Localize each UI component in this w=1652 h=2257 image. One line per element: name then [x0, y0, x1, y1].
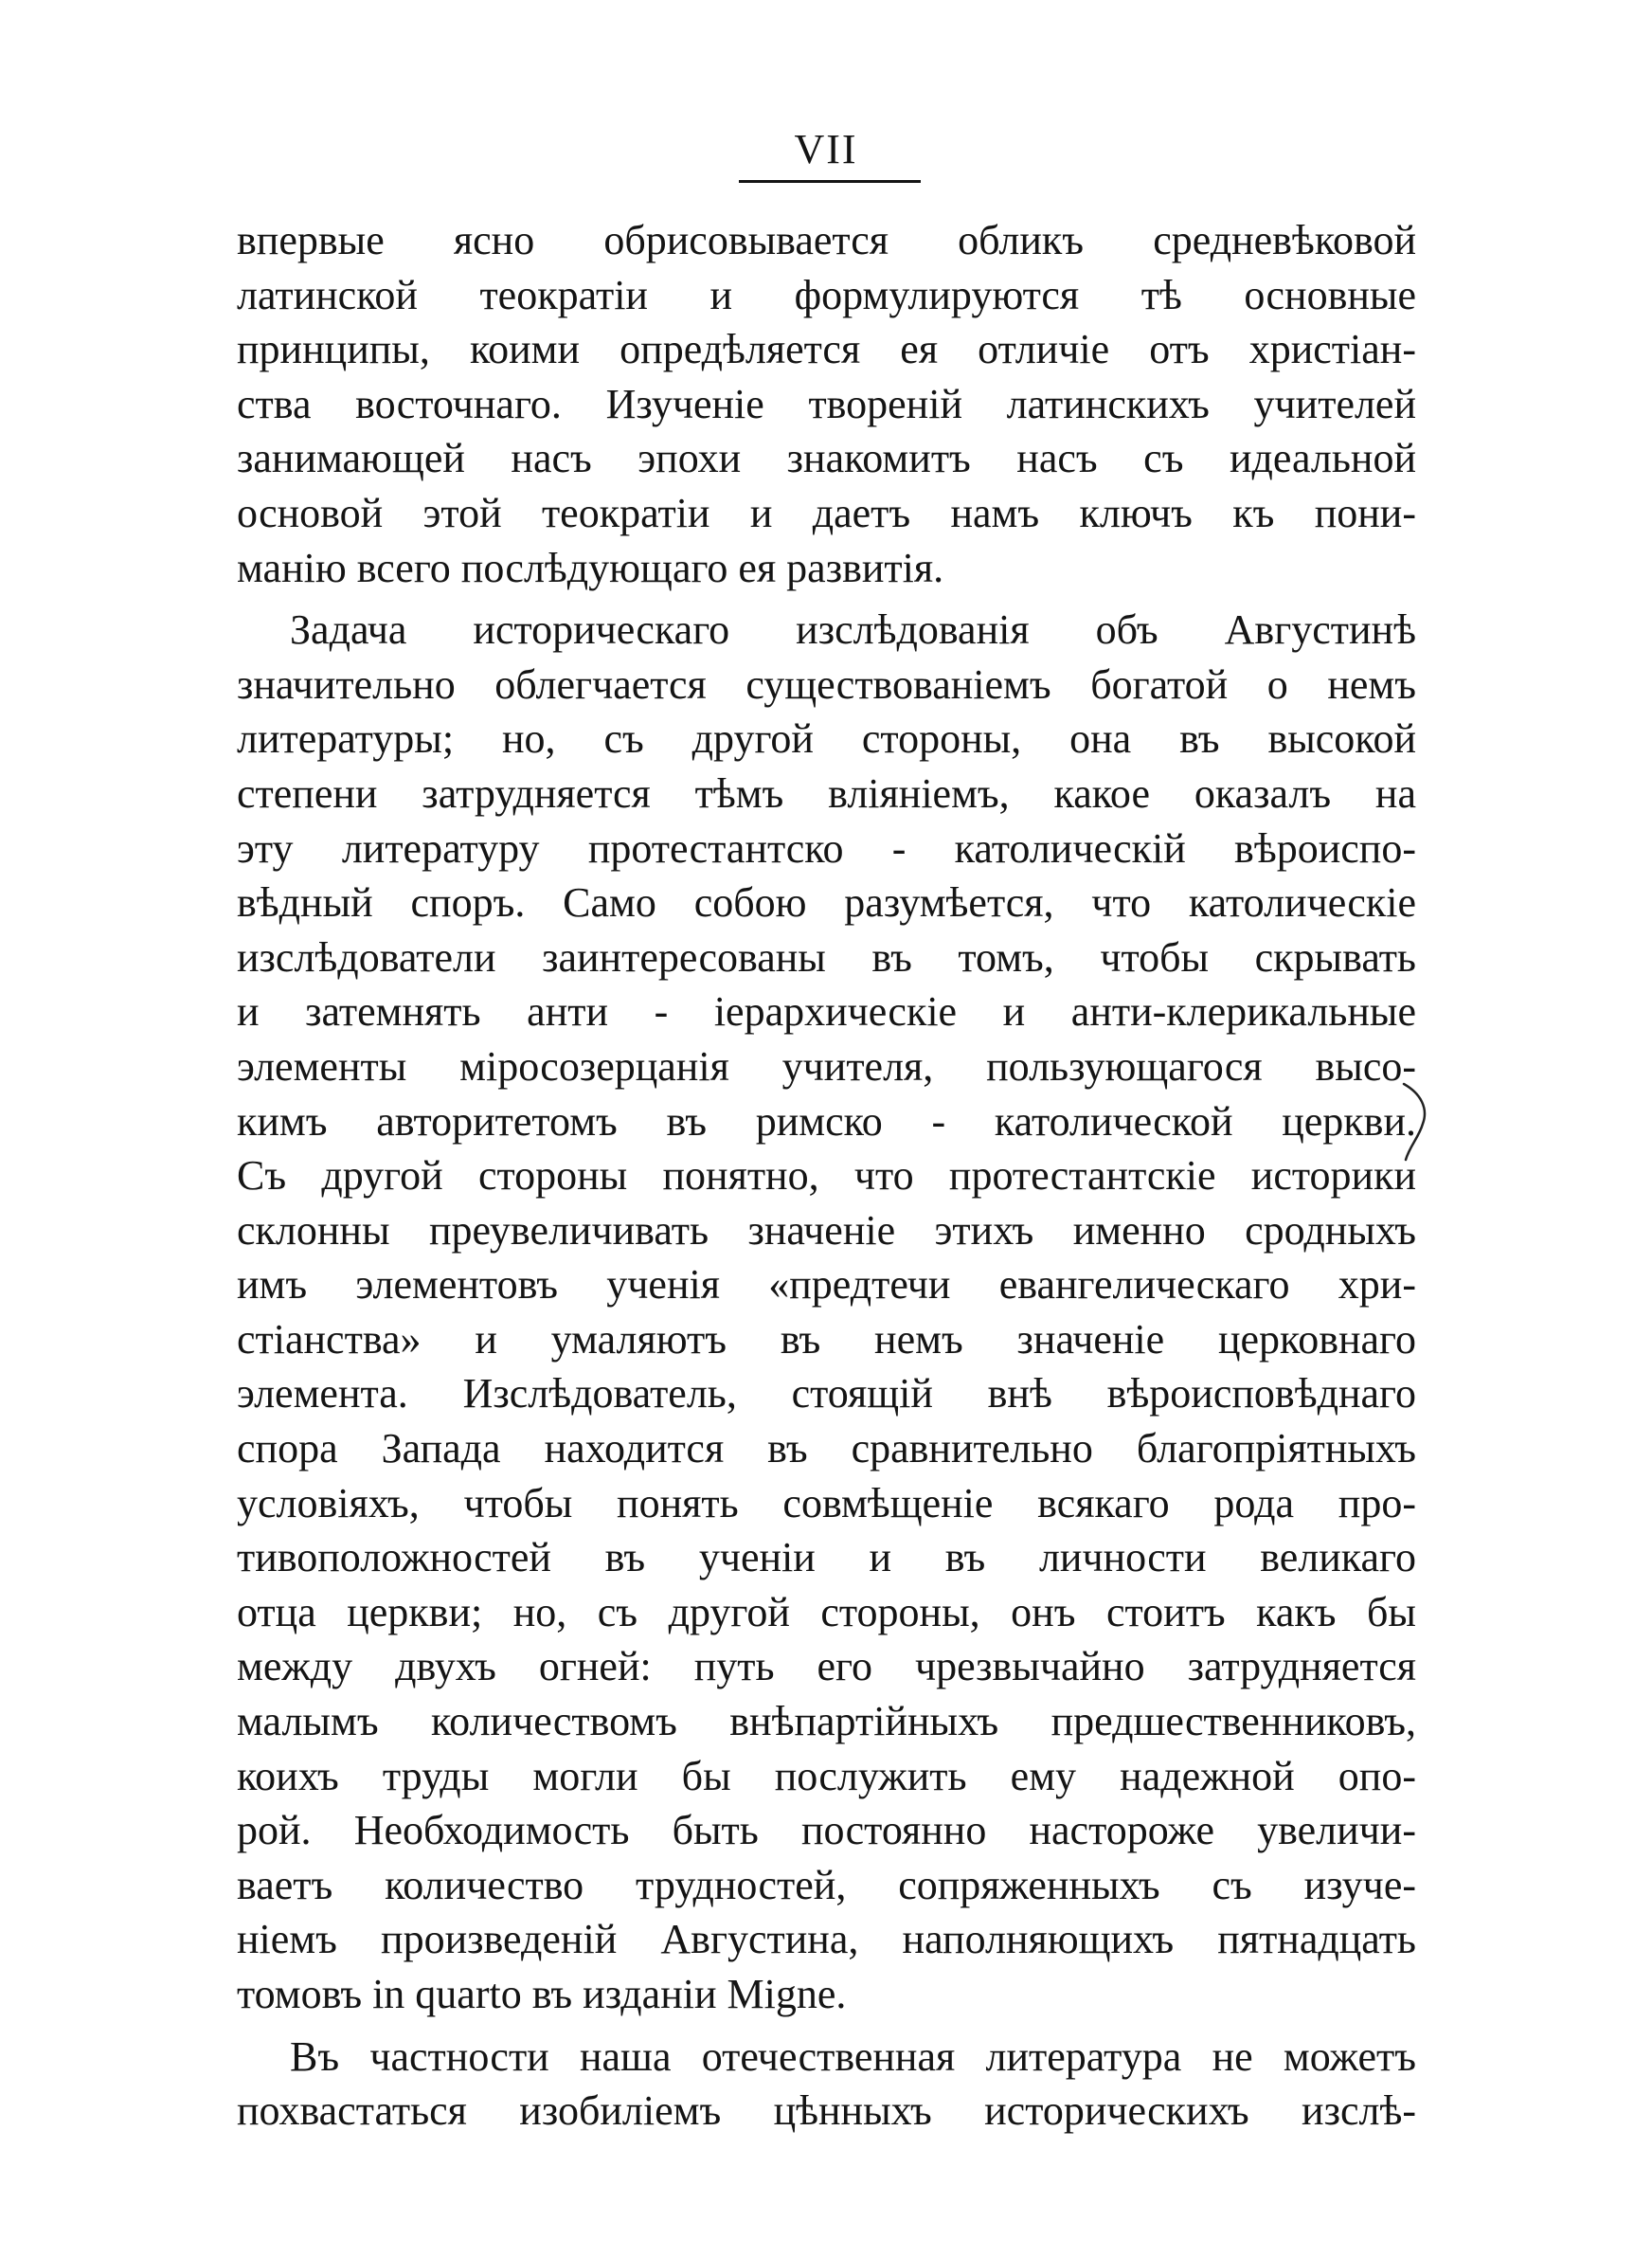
- text-line: ства восточнаго. Изученіе твореній латинскихъ учителей: [237, 380, 1416, 427]
- pencil-bracket-mark-icon: [1400, 1080, 1438, 1165]
- text-line: и затемнять анти - іерархическіе и анти-клерикальные: [237, 988, 1416, 1036]
- text-line: Съ другой стороны понятно, что протестантскіе историки: [237, 1152, 1416, 1200]
- text-line: эту литературу протестантско - католическій вѣроиспо-: [237, 824, 1416, 872]
- text-line: томовъ in quarto въ изданіи Migne.: [237, 1971, 847, 2017]
- text-line: степени затрудняется тѣмъ вліяніемъ, какое оказалъ на: [237, 769, 1416, 817]
- paragraph: [237, 213, 1416, 595]
- text-line: элементы міросозерцанія учителя, пользующагося высо-: [237, 1042, 1416, 1090]
- body-text: [237, 213, 1416, 2139]
- text-line: отца церкви; но, съ другой стороны, онъ стоитъ какъ бы: [237, 1588, 1416, 1635]
- text-line: малымъ количествомъ внѣпартійныхъ предшественниковъ,: [237, 1698, 1416, 1745]
- text-line: изслѣдователи заинтересованы въ томъ, чтобы скрывать: [237, 933, 1416, 981]
- text-line: значительно облегчается существованіемъ богатой о немъ: [237, 660, 1416, 708]
- text-line: элемента. Изслѣдователь, стоящій внѣ вѣроисповѣднаго: [237, 1370, 1416, 1417]
- text-line: имъ элементовъ ученія «предтечи евангелическаго хри-: [237, 1261, 1416, 1309]
- text-line: Въ частности наша отечественная литература не можетъ: [290, 2032, 1416, 2080]
- text-line: условіяхъ, чтобы понять совмѣщеніе всякаго рода про-: [237, 1479, 1416, 1526]
- text-line: ваетъ количество трудностей, сопряженныхъ съ изуче-: [237, 1861, 1416, 1908]
- text-line: занимающей насъ эпохи знакомитъ насъ съ идеальной: [237, 435, 1416, 482]
- text-line: тивоположностей въ ученіи и въ личности великаго: [237, 1534, 1416, 1581]
- text-line: принципы, коими опредѣляется ея отличіе отъ христіан-: [237, 326, 1416, 373]
- header-rule: [739, 180, 921, 183]
- text-line: впервые ясно обрисовывается обликъ средневѣковой: [237, 217, 1416, 263]
- text-line: рой. Необходимость быть постоянно настороже увеличи-: [237, 1807, 1416, 1854]
- text-line: спора Запада находится въ сравнительно благопріятныхъ: [237, 1425, 1416, 1472]
- text-line: похвастаться изобиліемъ цѣнныхъ историческихъ изслѣ-: [237, 2087, 1416, 2135]
- text-line: ніемъ произведеній Августина, наполняющихъ пятнадцать: [237, 1916, 1416, 1963]
- text-line: коихъ труды могли бы послужить ему надежной опо-: [237, 1752, 1416, 1799]
- text-line: между двухъ огней: путь его чрезвычайно затрудняется: [237, 1643, 1416, 1690]
- paragraph: [237, 603, 1416, 2021]
- text-line: основой этой теократіи и даетъ намъ ключъ къ пони-: [237, 489, 1416, 536]
- text-line: манію всего послѣдующаго ея развитія.: [237, 544, 944, 591]
- page-number: VII: [794, 126, 858, 172]
- text-line: стіанства» и умаляютъ въ немъ значеніе церковнаго: [237, 1315, 1416, 1363]
- text-line: латинской теократіи и формулируются тѣ основные: [237, 271, 1416, 318]
- paragraph: [237, 2030, 1416, 2139]
- text-line: литературы; но, съ другой стороны, она въ высокой: [237, 715, 1416, 763]
- text-line: вѣдный споръ. Само собою разумѣется, что католическіе: [237, 879, 1416, 927]
- text-line: склонны преувеличивать значеніе этихъ именно сродныхъ: [237, 1206, 1416, 1254]
- text-line: кимъ авторитетомъ въ римско - католической церкви.: [237, 1097, 1416, 1145]
- text-line: Задача историческаго изслѣдованія объ Августинѣ: [290, 606, 1416, 654]
